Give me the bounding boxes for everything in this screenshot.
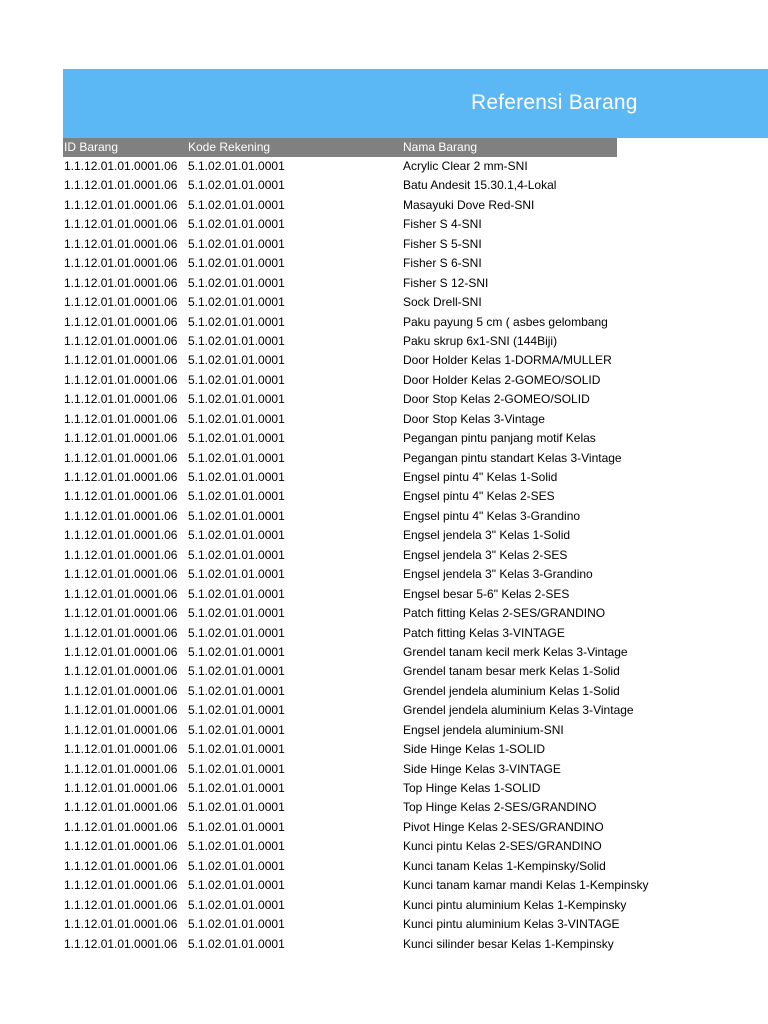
table-row[interactable]	[63, 526, 617, 545]
cell-nama-barang[interactable]: Kunci pintu aluminium Kelas 3-VINTAGE	[403, 917, 620, 932]
column-header-id-barang[interactable]: ID Barang	[64, 140, 119, 154]
cell-id-barang[interactable]: 1.1.12.01.01.0001.06	[64, 508, 178, 523]
cell-kode-rekening[interactable]: 5.1.02.01.01.0001	[188, 197, 285, 212]
cell-nama-barang[interactable]: Kunci pintu aluminium Kelas 1-Kempinsky	[403, 897, 627, 912]
cell-kode-rekening[interactable]: 5.1.02.01.01.0001	[188, 897, 285, 912]
cell-nama-barang[interactable]: Engsel pintu 4" Kelas 3-Grandino	[403, 508, 581, 523]
cell-kode-rekening[interactable]: 5.1.02.01.01.0001	[188, 547, 285, 562]
cell-id-barang[interactable]: 1.1.12.01.01.0001.06	[64, 256, 178, 271]
cell-nama-barang[interactable]: Fisher S 12-SNI	[403, 275, 489, 290]
table-row[interactable]	[63, 585, 617, 604]
cell-id-barang[interactable]: 1.1.12.01.01.0001.06	[64, 489, 178, 504]
cell-id-barang[interactable]: 1.1.12.01.01.0001.06	[64, 644, 178, 659]
cell-kode-rekening[interactable]: 5.1.02.01.01.0001	[188, 742, 285, 757]
cell-id-barang[interactable]: 1.1.12.01.01.0001.06	[64, 372, 178, 387]
cell-id-barang[interactable]: 1.1.12.01.01.0001.06	[64, 567, 178, 582]
table-row[interactable]	[63, 371, 617, 390]
cell-nama-barang[interactable]: Side Hinge Kelas 1-SOLID	[403, 742, 546, 757]
table-row[interactable]	[63, 157, 617, 176]
cell-kode-rekening[interactable]: 5.1.02.01.01.0001	[188, 450, 285, 465]
cell-kode-rekening[interactable]: 5.1.02.01.01.0001	[188, 236, 285, 251]
cell-id-barang[interactable]: 1.1.12.01.01.0001.06	[64, 683, 178, 698]
cell-kode-rekening[interactable]: 5.1.02.01.01.0001	[188, 606, 285, 621]
cell-kode-rekening[interactable]: 5.1.02.01.01.0001	[188, 917, 285, 932]
cell-id-barang[interactable]: 1.1.12.01.01.0001.06	[64, 917, 178, 932]
cell-nama-barang[interactable]: Engsel besar 5-6" Kelas 2-SES	[403, 586, 570, 601]
cell-kode-rekening[interactable]: 5.1.02.01.01.0001	[188, 878, 285, 893]
cell-kode-rekening[interactable]: 5.1.02.01.01.0001	[188, 528, 285, 543]
table-row[interactable]	[63, 313, 617, 332]
cell-nama-barang[interactable]: Kunci tanam Kelas 1-Kempinsky/Solid	[403, 858, 606, 873]
cell-kode-rekening[interactable]: 5.1.02.01.01.0001	[188, 625, 285, 640]
cell-nama-barang[interactable]: Grendel tanam besar merk Kelas 1-Solid	[403, 664, 620, 679]
cell-kode-rekening[interactable]: 5.1.02.01.01.0001	[188, 664, 285, 679]
cell-kode-rekening[interactable]: 5.1.02.01.01.0001	[188, 392, 285, 407]
cell-nama-barang[interactable]: Top Hinge Kelas 1-SOLID	[403, 781, 541, 795]
table-row[interactable]	[63, 332, 617, 351]
cell-nama-barang[interactable]: Engsel pintu 4" Kelas 2-SES	[403, 489, 555, 504]
table-row[interactable]	[63, 857, 617, 876]
cell-kode-rekening[interactable]: 5.1.02.01.01.0001	[188, 489, 285, 504]
cell-kode-rekening[interactable]: 5.1.02.01.01.0001	[188, 761, 285, 776]
cell-kode-rekening[interactable]: 5.1.02.01.01.0001	[188, 411, 285, 426]
table-row[interactable]	[63, 176, 617, 195]
table-row[interactable]	[63, 935, 617, 954]
table-row[interactable]	[63, 760, 617, 779]
cell-kode-rekening[interactable]: 5.1.02.01.01.0001	[188, 470, 285, 484]
cell-id-barang[interactable]: 1.1.12.01.01.0001.06	[64, 275, 178, 290]
cell-id-barang[interactable]: 1.1.12.01.01.0001.06	[64, 470, 178, 484]
cell-kode-rekening[interactable]: 5.1.02.01.01.0001	[188, 858, 285, 873]
cell-id-barang[interactable]: 1.1.12.01.01.0001.06	[64, 606, 178, 621]
table-row[interactable]	[63, 740, 617, 759]
cell-id-barang[interactable]: 1.1.12.01.01.0001.06	[64, 761, 178, 776]
cell-nama-barang[interactable]: Grendel jendela aluminium Kelas 1-Solid	[403, 683, 620, 698]
cell-kode-rekening[interactable]: 5.1.02.01.01.0001	[188, 722, 285, 737]
cell-nama-barang[interactable]: Fisher S 6-SNI	[403, 256, 482, 271]
cell-id-barang[interactable]: 1.1.12.01.01.0001.06	[64, 353, 178, 368]
table-row[interactable]	[63, 837, 617, 856]
cell-nama-barang[interactable]: Kunci pintu Kelas 2-SES/GRANDINO	[403, 839, 602, 854]
cell-kode-rekening[interactable]: 5.1.02.01.01.0001	[188, 644, 285, 659]
cell-kode-rekening[interactable]: 5.1.02.01.01.0001	[188, 800, 285, 815]
cell-nama-barang[interactable]: Paku payung 5 cm ( asbes gelombang	[403, 314, 608, 329]
table-row[interactable]	[63, 507, 617, 526]
cell-id-barang[interactable]: 1.1.12.01.01.0001.06	[64, 878, 178, 893]
cell-nama-barang[interactable]: Patch fitting Kelas 2-SES/GRANDINO	[403, 606, 606, 621]
cell-kode-rekening[interactable]: 5.1.02.01.01.0001	[188, 781, 285, 795]
cell-id-barang[interactable]: 1.1.12.01.01.0001.06	[64, 897, 178, 912]
cell-nama-barang[interactable]: Fisher S 4-SNI	[403, 217, 482, 232]
cell-id-barang[interactable]: 1.1.12.01.01.0001.06	[64, 450, 178, 465]
cell-id-barang[interactable]: 1.1.12.01.01.0001.06	[64, 781, 178, 795]
cell-id-barang[interactable]: 1.1.12.01.01.0001.06	[64, 392, 178, 407]
column-header-kode-rekening[interactable]: Kode Rekening	[188, 140, 271, 154]
table-row[interactable]	[63, 604, 617, 623]
cell-nama-barang[interactable]: Door Holder Kelas 2-GOMEO/SOLID	[403, 372, 601, 387]
cell-id-barang[interactable]: 1.1.12.01.01.0001.06	[64, 295, 178, 310]
cell-kode-rekening[interactable]: 5.1.02.01.01.0001	[188, 295, 285, 310]
cell-id-barang[interactable]: 1.1.12.01.01.0001.06	[64, 197, 178, 212]
cell-kode-rekening[interactable]: 5.1.02.01.01.0001	[188, 256, 285, 271]
table-row[interactable]	[63, 896, 627, 915]
cell-id-barang[interactable]: 1.1.12.01.01.0001.06	[64, 178, 178, 193]
cell-nama-barang[interactable]: Masayuki Dove Red-SNI	[403, 197, 535, 212]
cell-kode-rekening[interactable]: 5.1.02.01.01.0001	[188, 683, 285, 698]
table-row[interactable]	[63, 643, 628, 662]
cell-nama-barang[interactable]: Sock Drell-SNI	[403, 295, 482, 310]
table-row[interactable]	[63, 449, 622, 468]
table-row[interactable]	[63, 682, 620, 701]
cell-kode-rekening[interactable]: 5.1.02.01.01.0001	[188, 372, 285, 387]
reference-table	[63, 138, 649, 954]
cell-nama-barang[interactable]: Door Stop Kelas 3-Vintage	[403, 411, 545, 426]
cell-id-barang[interactable]: 1.1.12.01.01.0001.06	[64, 217, 178, 232]
cell-id-barang[interactable]: 1.1.12.01.01.0001.06	[64, 411, 178, 426]
table-row[interactable]	[63, 274, 617, 293]
table-body	[63, 157, 649, 954]
cell-kode-rekening[interactable]: 5.1.02.01.01.0001	[188, 353, 285, 368]
title-banner	[63, 69, 768, 138]
cell-nama-barang[interactable]: Engsel jendela 3" Kelas 3-Grandino	[403, 567, 593, 582]
cell-nama-barang[interactable]: Engsel jendela 3" Kelas 1-Solid	[403, 528, 571, 543]
cell-id-barang[interactable]: 1.1.12.01.01.0001.06	[64, 547, 178, 562]
cell-nama-barang[interactable]: Door Holder Kelas 1-DORMA/MULLER	[403, 353, 612, 368]
cell-kode-rekening[interactable]: 5.1.02.01.01.0001	[188, 275, 285, 290]
table-row[interactable]	[63, 196, 617, 215]
cell-kode-rekening[interactable]: 5.1.02.01.01.0001	[188, 431, 285, 446]
table-row[interactable]	[63, 468, 617, 487]
cell-kode-rekening[interactable]: 5.1.02.01.01.0001	[188, 508, 285, 523]
cell-nama-barang[interactable]: Top Hinge Kelas 2-SES/GRANDINO	[403, 800, 597, 815]
table-row[interactable]	[63, 818, 617, 837]
cell-nama-barang[interactable]: Engsel jendela 3" Kelas 2-SES	[403, 547, 568, 562]
cell-kode-rekening[interactable]: 5.1.02.01.01.0001	[188, 703, 285, 718]
cell-kode-rekening[interactable]: 5.1.02.01.01.0001	[188, 819, 285, 834]
cell-nama-barang[interactable]: Pegangan pintu standart Kelas 3-Vintage	[403, 450, 622, 465]
table-row[interactable]	[63, 662, 620, 681]
table-row[interactable]	[63, 351, 617, 370]
cell-nama-barang[interactable]: Kunci tanam kamar mandi Kelas 1-Kempinsky	[403, 878, 649, 893]
cell-id-barang[interactable]: 1.1.12.01.01.0001.06	[64, 936, 178, 951]
page-title: Referensi Barang	[471, 91, 638, 114]
table-row[interactable]	[63, 798, 617, 817]
table-row[interactable]	[63, 565, 617, 584]
cell-nama-barang[interactable]: Engsel pintu 4" Kelas 1-Solid	[403, 470, 558, 484]
table-row[interactable]	[63, 624, 617, 643]
cell-kode-rekening[interactable]: 5.1.02.01.01.0001	[188, 567, 285, 582]
cell-nama-barang[interactable]: Kunci silinder besar Kelas 1-Kempinsky	[403, 936, 614, 951]
cell-kode-rekening[interactable]: 5.1.02.01.01.0001	[188, 839, 285, 854]
cell-id-barang[interactable]: 1.1.12.01.01.0001.06	[64, 664, 178, 679]
cell-nama-barang[interactable]: Fisher S 5-SNI	[403, 236, 482, 251]
cell-id-barang[interactable]: 1.1.12.01.01.0001.06	[64, 722, 178, 737]
cell-nama-barang[interactable]: Grendel tanam kecil merk Kelas 3-Vintage	[403, 644, 628, 659]
cell-id-barang[interactable]: 1.1.12.01.01.0001.06	[64, 742, 178, 757]
table-row[interactable]	[63, 779, 617, 798]
cell-id-barang[interactable]: 1.1.12.01.01.0001.06	[64, 333, 178, 348]
cell-id-barang[interactable]: 1.1.12.01.01.0001.06	[64, 159, 178, 173]
cell-nama-barang[interactable]: Patch fitting Kelas 3-VINTAGE	[403, 625, 565, 640]
cell-kode-rekening[interactable]: 5.1.02.01.01.0001	[188, 314, 285, 329]
cell-kode-rekening[interactable]: 5.1.02.01.01.0001	[188, 333, 285, 348]
cell-id-barang[interactable]: 1.1.12.01.01.0001.06	[64, 625, 178, 640]
table-row[interactable]	[63, 546, 617, 565]
cell-nama-barang[interactable]: Paku skrup 6x1-SNI (144Biji)	[403, 333, 558, 348]
cell-id-barang[interactable]: 1.1.12.01.01.0001.06	[64, 236, 178, 251]
table-row[interactable]	[63, 235, 617, 254]
table-row[interactable]	[63, 429, 617, 448]
column-header-nama-barang[interactable]: Nama Barang	[403, 140, 478, 154]
cell-id-barang[interactable]: 1.1.12.01.01.0001.06	[64, 528, 178, 543]
cell-kode-rekening[interactable]: 5.1.02.01.01.0001	[188, 159, 285, 173]
table-row[interactable]	[63, 410, 617, 429]
cell-nama-barang[interactable]: Side Hinge Kelas 3-VINTAGE	[403, 761, 561, 776]
cell-nama-barang[interactable]: Acrylic Clear 2 mm-SNI	[403, 159, 528, 173]
cell-id-barang[interactable]: 1.1.12.01.01.0001.06	[64, 314, 178, 329]
cell-nama-barang[interactable]: Grendel jendela aluminium Kelas 3-Vintage	[403, 703, 634, 718]
table-row[interactable]	[63, 721, 617, 740]
cell-id-barang[interactable]: 1.1.12.01.01.0001.06	[64, 800, 178, 815]
cell-kode-rekening[interactable]: 5.1.02.01.01.0001	[188, 936, 285, 951]
table-row[interactable]	[63, 293, 617, 312]
table-row[interactable]	[63, 876, 649, 895]
cell-id-barang[interactable]: 1.1.12.01.01.0001.06	[64, 858, 178, 873]
cell-id-barang[interactable]: 1.1.12.01.01.0001.06	[64, 703, 178, 718]
table-header	[63, 138, 617, 157]
cell-kode-rekening[interactable]: 5.1.02.01.01.0001	[188, 217, 285, 232]
cell-nama-barang[interactable]: Pegangan pintu panjang motif Kelas	[403, 431, 596, 446]
cell-nama-barang[interactable]: Batu Andesit 15.30.1,4-Lokal	[403, 178, 557, 193]
table-row[interactable]	[63, 487, 617, 506]
cell-nama-barang[interactable]: Engsel jendela aluminium-SNI	[403, 722, 564, 737]
cell-nama-barang[interactable]: Pivot Hinge Kelas 2-SES/GRANDINO	[403, 819, 604, 834]
cell-id-barang[interactable]: 1.1.12.01.01.0001.06	[64, 431, 178, 446]
table-row[interactable]	[63, 215, 617, 234]
table-row[interactable]	[63, 915, 620, 934]
cell-id-barang[interactable]: 1.1.12.01.01.0001.06	[64, 819, 178, 834]
table-row[interactable]	[63, 701, 634, 720]
cell-nama-barang[interactable]: Door Stop Kelas 2-GOMEO/SOLID	[403, 392, 590, 407]
cell-kode-rekening[interactable]: 5.1.02.01.01.0001	[188, 178, 285, 193]
cell-kode-rekening[interactable]: 5.1.02.01.01.0001	[188, 586, 285, 601]
table-row[interactable]	[63, 254, 617, 273]
cell-id-barang[interactable]: 1.1.12.01.01.0001.06	[64, 839, 178, 854]
table-row[interactable]	[63, 390, 617, 409]
cell-id-barang[interactable]: 1.1.12.01.01.0001.06	[64, 586, 178, 601]
